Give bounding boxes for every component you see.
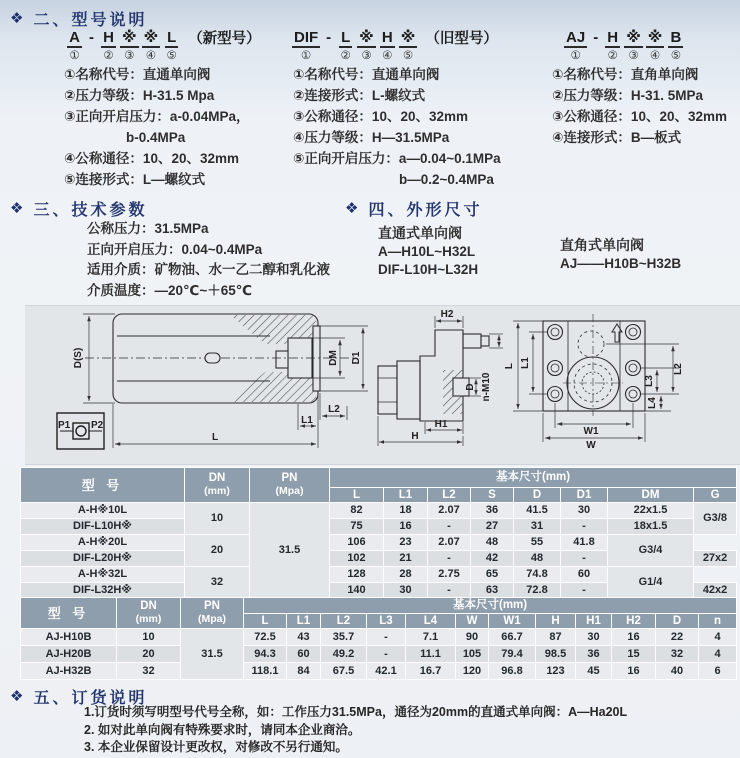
dim-label-ds: D(S) — [73, 347, 84, 369]
cell: - — [428, 519, 471, 535]
cell: 74.8 — [514, 567, 561, 583]
tech-param-line: 公称压力：31.5MPa — [87, 221, 209, 236]
cell: 98.5 — [536, 646, 576, 663]
cell-dn: 10 — [185, 503, 250, 535]
cell: 21 — [384, 551, 428, 567]
tech-param-line: 介质温度：—20℃~＋65℃ — [87, 282, 253, 298]
cell-dn: 10 — [117, 629, 181, 646]
cell: 28 — [384, 567, 428, 583]
diamond-bullet-icon: ❖ — [10, 9, 24, 27]
cell: 72.8 — [514, 583, 561, 599]
cell: 30 — [384, 583, 428, 599]
model-code-items-angle — [552, 64, 727, 148]
model-item: ⑤连接形式：L—螺纹式 — [64, 172, 206, 187]
cell-g: G1/4 — [608, 567, 694, 599]
code-part: - — [593, 29, 599, 46]
model-item: ②压力等级：H-31.5 Mpa — [64, 88, 215, 103]
model-item: ①名称代号：直通单向阀 — [64, 67, 211, 82]
dimension-drawings — [25, 306, 740, 464]
cell: 55 — [514, 535, 561, 551]
cell: 118.1 — [244, 663, 287, 680]
model-item: ①名称代号：直通单向阀 — [293, 67, 440, 82]
diamond-bullet-icon: ❖ — [10, 199, 24, 217]
code-part: L ⑤ — [166, 29, 177, 62]
straight-valve-range: A—H10L~H32L — [378, 243, 476, 259]
cell: 23 — [384, 535, 428, 551]
section-2-header — [10, 7, 147, 30]
cell: 105 — [456, 646, 489, 663]
table-row — [21, 535, 737, 551]
section-4-header — [345, 197, 482, 220]
model-item: ⑤正向开启压力：a—0.04~0.1MPa — [293, 151, 501, 166]
table-row — [21, 646, 737, 663]
straight-valve-caption — [378, 224, 478, 280]
dim-label-h1: H1 — [434, 419, 448, 430]
column-header: W — [456, 614, 489, 629]
angle-valve-caption — [560, 236, 681, 273]
cell: 120 — [456, 663, 489, 680]
cell: - — [428, 551, 471, 567]
cell: 31 — [514, 519, 561, 535]
column-header: H1 — [576, 614, 612, 629]
section-3-title: 三、技术参数 — [33, 202, 148, 219]
cell-g: G3/8 — [694, 503, 737, 535]
cell: - — [367, 646, 406, 663]
cell: 102 — [330, 551, 384, 567]
cell: - — [561, 551, 608, 567]
cell: 27x2 — [694, 551, 737, 567]
model-item: ①名称代号：直角单向阀 — [552, 67, 699, 82]
straight-valve-dimension-table — [20, 467, 737, 599]
cell: 79.4 — [489, 646, 536, 663]
model-item: ③正向开启压力：a-0.04MPa， — [64, 109, 250, 124]
cell: - — [428, 583, 471, 599]
cell: 4 — [699, 629, 737, 646]
cell: 94.3 — [244, 646, 287, 663]
cell: 42.1 — [367, 663, 406, 680]
column-header: n — [699, 614, 737, 629]
cell: 16 — [612, 663, 656, 680]
code-part: - — [89, 29, 94, 46]
code-part: DIF ① — [294, 29, 319, 62]
cell: 27 — [471, 519, 514, 535]
column-header-pn: PN (Mpa) — [181, 598, 244, 629]
straight-valve-caption-title: 直通式单向阀 — [378, 225, 462, 241]
cell: 18x1.5 — [608, 519, 694, 535]
cell-dn: 20 — [185, 535, 250, 567]
cell-model: AJ-H32B — [21, 663, 117, 680]
ordering-note-line: 1.订货时须写明型号代号全称，如：工作压力31.5MPa，通径为20mm的直通式单向阀：A—Ha20L — [84, 705, 628, 719]
column-header-basic-dims: 基本尺寸(mm) — [244, 598, 737, 614]
code-part: ※ ③ — [626, 29, 641, 62]
column-header-pn: PN (Mpa) — [250, 468, 330, 503]
model-item: ④连接形式：B—板式 — [552, 130, 682, 145]
dim-label-w1: W1 — [583, 426, 599, 437]
cell: 2.07 — [428, 535, 471, 551]
diamond-bullet-icon: ❖ — [10, 687, 24, 705]
cell: 96.8 — [489, 663, 536, 680]
cell: - — [367, 629, 406, 646]
model-code-new — [66, 30, 261, 63]
cell: 60 — [561, 567, 608, 583]
straight-valve-range: DIF-L10H~L32H — [378, 262, 479, 277]
valve-symbol — [57, 413, 104, 449]
cell-pn: 31.5 — [250, 503, 330, 599]
code-part: B ⑤ — [670, 29, 682, 62]
dim-label-n-m10: n-M10 — [481, 372, 492, 402]
section-3-header — [10, 197, 147, 220]
straight-valve-drawing — [85, 314, 355, 403]
tech-param-line: 适用介质：矿物油、水一乙二醇和乳化液 — [87, 262, 330, 277]
dim-label-dm: DM — [328, 350, 339, 366]
model-item: ④压力等级：H—31.5MPa — [293, 130, 450, 145]
tech-param-line: 正向开启压力：0.04~0.4MPa — [87, 241, 263, 257]
dim-label-l2-front: L2 — [673, 363, 684, 375]
cell: 7.1 — [406, 629, 456, 646]
column-header: D1 — [561, 488, 608, 503]
column-header-model: 型 号 — [21, 468, 185, 503]
cell: 140 — [330, 583, 384, 599]
model-code-items-old — [293, 64, 501, 190]
table-row — [21, 629, 737, 646]
cell-model: AJ-H10B — [21, 629, 117, 646]
model-code-items-new — [64, 64, 249, 190]
cell: 30 — [576, 629, 612, 646]
column-header: DM — [608, 488, 694, 503]
cell: 30 — [561, 503, 608, 519]
cell: 60 — [287, 646, 321, 663]
code-part: ※ ④ — [143, 29, 159, 62]
dim-label-d1: D1 — [351, 351, 362, 365]
angle-valve-caption-title: 直角式单向阀 — [560, 237, 644, 253]
code-part: H ④ — [381, 29, 393, 62]
cell: 41.5 — [514, 503, 561, 519]
ordering-notes — [84, 704, 627, 757]
table-row — [21, 663, 737, 680]
cell: 87 — [536, 629, 576, 646]
cell: 16 — [384, 519, 428, 535]
cell: 35.7 — [321, 629, 367, 646]
dimension-drawing-panel — [25, 305, 740, 465]
cell-dn: 32 — [185, 567, 250, 599]
cell: 16.7 — [406, 663, 456, 680]
column-header: L — [330, 488, 384, 503]
dim-label-h2: H2 — [440, 309, 454, 320]
code-part: AJ ① — [566, 29, 586, 62]
dim-label-l: L — [211, 432, 219, 443]
cell: 65 — [471, 567, 514, 583]
cell: 128 — [330, 567, 384, 583]
code-part: A ① — [69, 29, 80, 62]
angle-valve-front-drawing — [543, 314, 645, 416]
dim-label-l4-front: L4 — [647, 397, 658, 409]
ordering-note-line: 2. 如对此单向阀有特殊要求时，请同本企业商洽。 — [84, 722, 361, 737]
cell: 2.75 — [428, 567, 471, 583]
cell: 22 — [656, 629, 699, 646]
cell: 42 — [471, 551, 514, 567]
cell: 48 — [471, 535, 514, 551]
cell: 45 — [576, 663, 612, 680]
cell: 6 — [699, 663, 737, 680]
dim-label-l1-front: L1 — [520, 357, 531, 369]
cell-dn: 32 — [117, 663, 181, 680]
section-5-title: 五、订货说明 — [33, 690, 148, 707]
column-header: L — [244, 614, 287, 629]
cell: 43 — [287, 629, 321, 646]
dim-label-l-front: L — [504, 362, 515, 370]
cell: 11.1 — [406, 646, 456, 663]
column-header: D — [514, 488, 561, 503]
column-header: G — [694, 488, 737, 503]
code-part: ※ ④ — [647, 29, 663, 62]
column-header-basic-dims: 基本尺寸(mm) — [330, 468, 737, 488]
column-header-model: 型 号 — [21, 598, 117, 629]
code-part: - — [326, 29, 332, 46]
table-row — [21, 519, 737, 535]
cell-model: A-H※20L — [21, 535, 185, 551]
cell: - — [561, 583, 608, 599]
cell: 22x1.5 — [608, 503, 694, 519]
model-item: ④公称通径：10、20、32mm — [64, 151, 239, 166]
model-item: ③公称通径：10、20、32mm — [552, 109, 727, 124]
cell: 72.5 — [244, 629, 287, 646]
column-header: L1 — [287, 614, 321, 629]
cell: 82 — [330, 503, 384, 519]
code-part: ※ ⑤ — [400, 29, 416, 62]
cell-model: A-H※32L — [21, 567, 185, 583]
model-code-suffix: （旧型号） — [425, 31, 498, 47]
cell: 48 — [514, 551, 561, 567]
cell: 67.5 — [321, 663, 367, 680]
cell: 63 — [471, 583, 514, 599]
model-code-angle — [564, 30, 692, 63]
column-header: H2 — [612, 614, 656, 629]
cell: 75 — [330, 519, 384, 535]
tech-params — [87, 219, 330, 301]
cell: 16 — [612, 629, 656, 646]
cell-dn: 20 — [117, 646, 181, 663]
cell: 15 — [612, 646, 656, 663]
cell: 2.07 — [428, 503, 471, 519]
column-header: S — [471, 488, 514, 503]
cell: 90 — [456, 629, 489, 646]
cell-g: G3/4 — [608, 535, 694, 567]
dim-label-w: W — [586, 440, 596, 451]
column-header: H — [536, 614, 576, 629]
code-part: L ② — [340, 29, 351, 62]
section-4-title: 四、外形尺寸 — [368, 202, 483, 219]
cell: 42x2 — [694, 583, 737, 599]
code-part: ※ ③ — [359, 29, 374, 62]
model-item: ②压力等级：H-31. 5MPa — [552, 88, 703, 103]
cell-model: DIF-L20H※ — [21, 551, 185, 567]
dim-label-h: H — [411, 431, 419, 442]
column-header: L4 — [406, 614, 456, 629]
symbol-port-p2: P2 — [91, 420, 104, 431]
column-header-dn: DN (mm) — [185, 468, 250, 503]
cell-pn: 31.5 — [181, 629, 244, 680]
ordering-note-line: 3. 本企业保留设计更改权，对修改不另行通知。 — [84, 740, 348, 754]
cell: 36 — [576, 646, 612, 663]
cell: 123 — [536, 663, 576, 680]
table-row — [21, 503, 737, 519]
model-item: ②连接形式：L-螺纹式 — [293, 88, 426, 103]
model-item: b—0.2~0.4MPa — [399, 172, 494, 187]
cell: 4 — [699, 646, 737, 663]
diamond-bullet-icon: ❖ — [345, 199, 359, 217]
dim-label-l2: L2 — [328, 404, 340, 415]
dim-label-l3-front: L3 — [644, 375, 655, 387]
code-part: H ② — [607, 29, 619, 62]
model-item: ③公称通径：10、20、32mm — [293, 109, 468, 124]
cell: 32 — [656, 646, 699, 663]
code-part: ※ ③ — [122, 29, 137, 62]
model-item: b-0.4MPa — [126, 130, 186, 145]
cell: 106 — [330, 535, 384, 551]
angle-valve-side-drawing — [378, 330, 489, 421]
cell: 41.8 — [561, 535, 608, 551]
cell-model: DIF-L10H※ — [21, 519, 185, 535]
angle-valve-dimension-table — [20, 597, 737, 680]
code-part: H ② — [103, 29, 114, 62]
column-header-dn: DN (mm) — [117, 598, 181, 629]
model-code-old — [292, 30, 498, 63]
cell: - — [561, 519, 608, 535]
cell-model: AJ-H20B — [21, 646, 117, 663]
angle-valve-range: AJ——H10B~H32B — [560, 255, 682, 271]
column-header: L1 — [384, 488, 428, 503]
cell: 36 — [471, 503, 514, 519]
symbol-port-p1: P1 — [58, 420, 71, 431]
table-row — [21, 567, 737, 583]
cell: 66.7 — [489, 629, 536, 646]
column-header: L3 — [367, 614, 406, 629]
column-header: L2 — [428, 488, 471, 503]
cell-model: A-H※10L — [21, 503, 185, 519]
cell: 18 — [384, 503, 428, 519]
dim-label-d: D — [465, 383, 476, 391]
column-header: L2 — [321, 614, 367, 629]
cell: 84 — [287, 663, 321, 680]
cell-model: DIF-L32H※ — [21, 583, 185, 599]
cell: 40 — [656, 663, 699, 680]
cell: 49.2 — [321, 646, 367, 663]
column-header: D — [656, 614, 699, 629]
column-header: W1 — [489, 614, 536, 629]
section-2-title: 二、型号说明 — [33, 12, 148, 29]
model-code-suffix: （新型号） — [188, 31, 261, 47]
dim-label-l1: L1 — [301, 415, 313, 426]
